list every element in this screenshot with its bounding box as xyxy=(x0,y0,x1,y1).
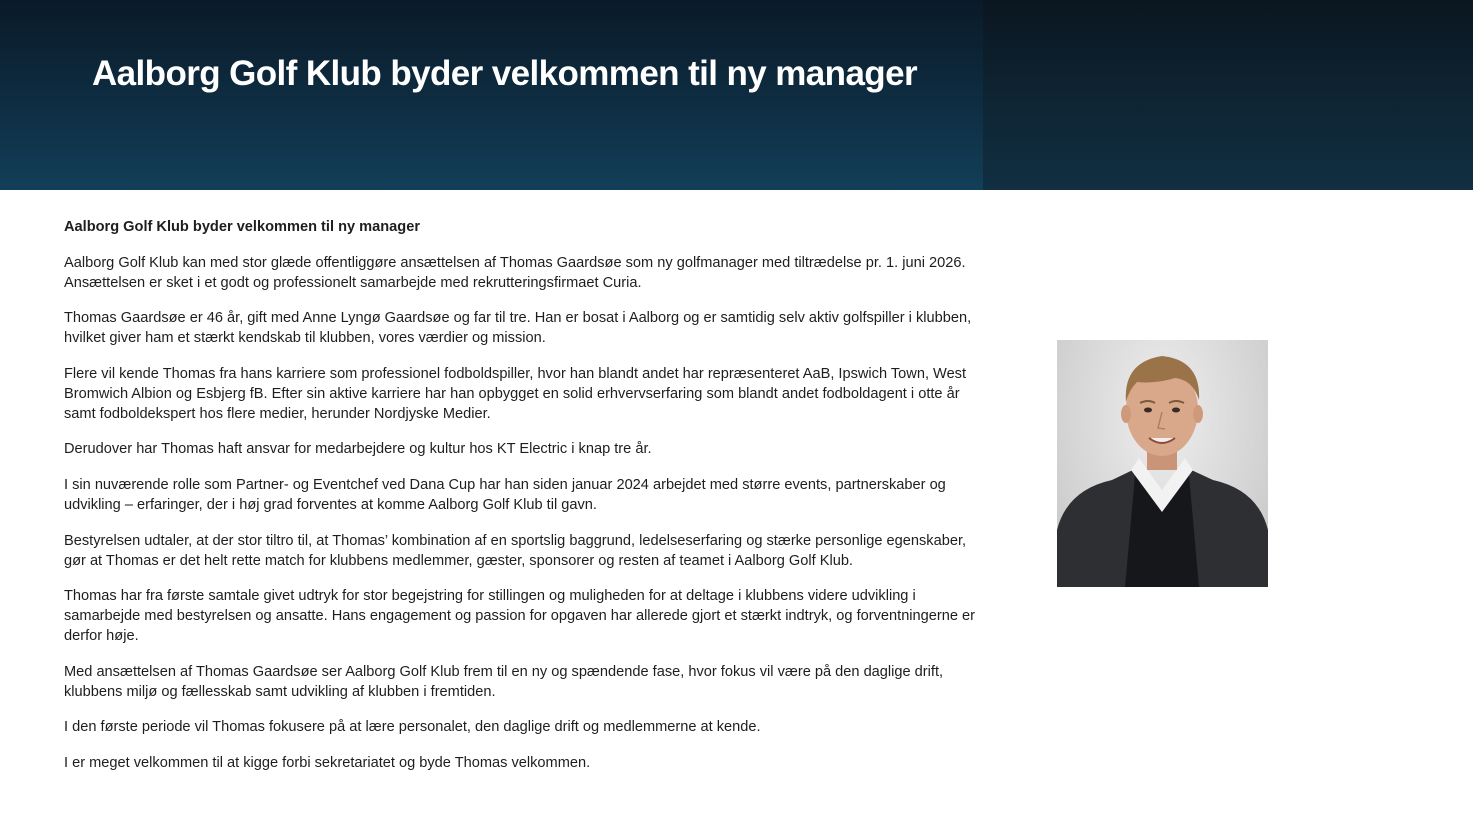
hero-banner xyxy=(0,0,1473,190)
article-paragraph: Thomas har fra første samtale givet udtryk for stor begejstring for stillingen og muligheden for at deltage i klubbens videre udvikling i samarbejde med bestyrelsen og ansatte. Hans engagement og passion for opgaven har allerede gjort et stærkt indtryk, og forventningerne er derfor høje. xyxy=(64,588,976,644)
article-paragraph: Thomas Gaardsøe er 46 år, gift med Anne Lyngø Gaardsøe og far til tre. Han er bosat i Aalborg og er samtidig selv aktiv golfspiller i klubben, hvilket giver ham et stærkt kendskab til klubben, vores værdier og mission. xyxy=(64,310,972,347)
eye-left xyxy=(1144,408,1152,413)
portrait-illustration xyxy=(1057,340,1268,587)
article-paragraph: Derudover har Thomas haft ansvar for medarbejdere og kultur hos KT Electric i knap tre år. xyxy=(64,441,652,458)
page-title: Aalborg Golf Klub byder velkommen til ny manager xyxy=(92,54,917,93)
portrait-photo xyxy=(1057,340,1268,587)
article-paragraph: Bestyrelsen udtaler, at der stor tiltro til, at Thomas’ kombination af en sportslig baggrund, ledelseserfaring og stærke personlige egenskaber, gør at Thomas er det helt rette match for klubbens medlemmer, gæster, sponsorer og resten af teamet i Aalborg Golf Klub. xyxy=(64,532,967,569)
article-paragraph: Flere vil kende Thomas fra hans karriere som professionel fodboldspiller, hvor han blandt andet har repræsenteret AaB, Ipswich Town, West Bromwich Albion og Esbjerg fB. Efter sin aktive karriere har han opbygget en solid erhvervserfaring som blandt andet fodboldagent i otte år samt fodboldekspert hos flere medier, herunder Nordjyske Medier. xyxy=(64,365,967,422)
hero-background-right xyxy=(983,0,1473,190)
article-heading: Aalborg Golf Klub byder velkommen til ny manager xyxy=(64,219,420,235)
ear-right xyxy=(1193,405,1203,423)
article-paragraph: I den første periode vil Thomas fokusere på at lære personalet, den daglige drift og medlemmerne at kende. xyxy=(64,719,761,736)
article-paragraph: Med ansættelsen af Thomas Gaardsøe ser Aalborg Golf Klub frem til en ny og spændende fase, hvor fokus vil være på den daglige drift, klubbens miljø og fællesskab samt udvikling af klubben i fremtiden. xyxy=(64,663,944,700)
article-paragraph: I sin nuværende rolle som Partner- og Eventchef ved Dana Cup har han siden januar 2024 arbejdet med større events, partnerskaber og udvikling – erfaringer, der i høj grad forventes at komme Aalborg Golf Klub til gavn. xyxy=(64,477,946,513)
eye-right xyxy=(1172,408,1180,413)
article-paragraph: I er meget velkommen til at kigge forbi sekretariatet og byde Thomas velkommen. xyxy=(64,755,591,772)
ear-left xyxy=(1121,405,1131,423)
article-body xyxy=(64,218,989,790)
article-paragraph: Aalborg Golf Klub kan med stor glæde offentliggøre ansættelsen af Thomas Gaardsøe som ny golfmanager med tiltrædelse pr. 1. juni 2026. Ansættelsen er sket i et godt og professionelt samarbejde med rekrutteringsfirmaet Curia. xyxy=(64,254,966,291)
